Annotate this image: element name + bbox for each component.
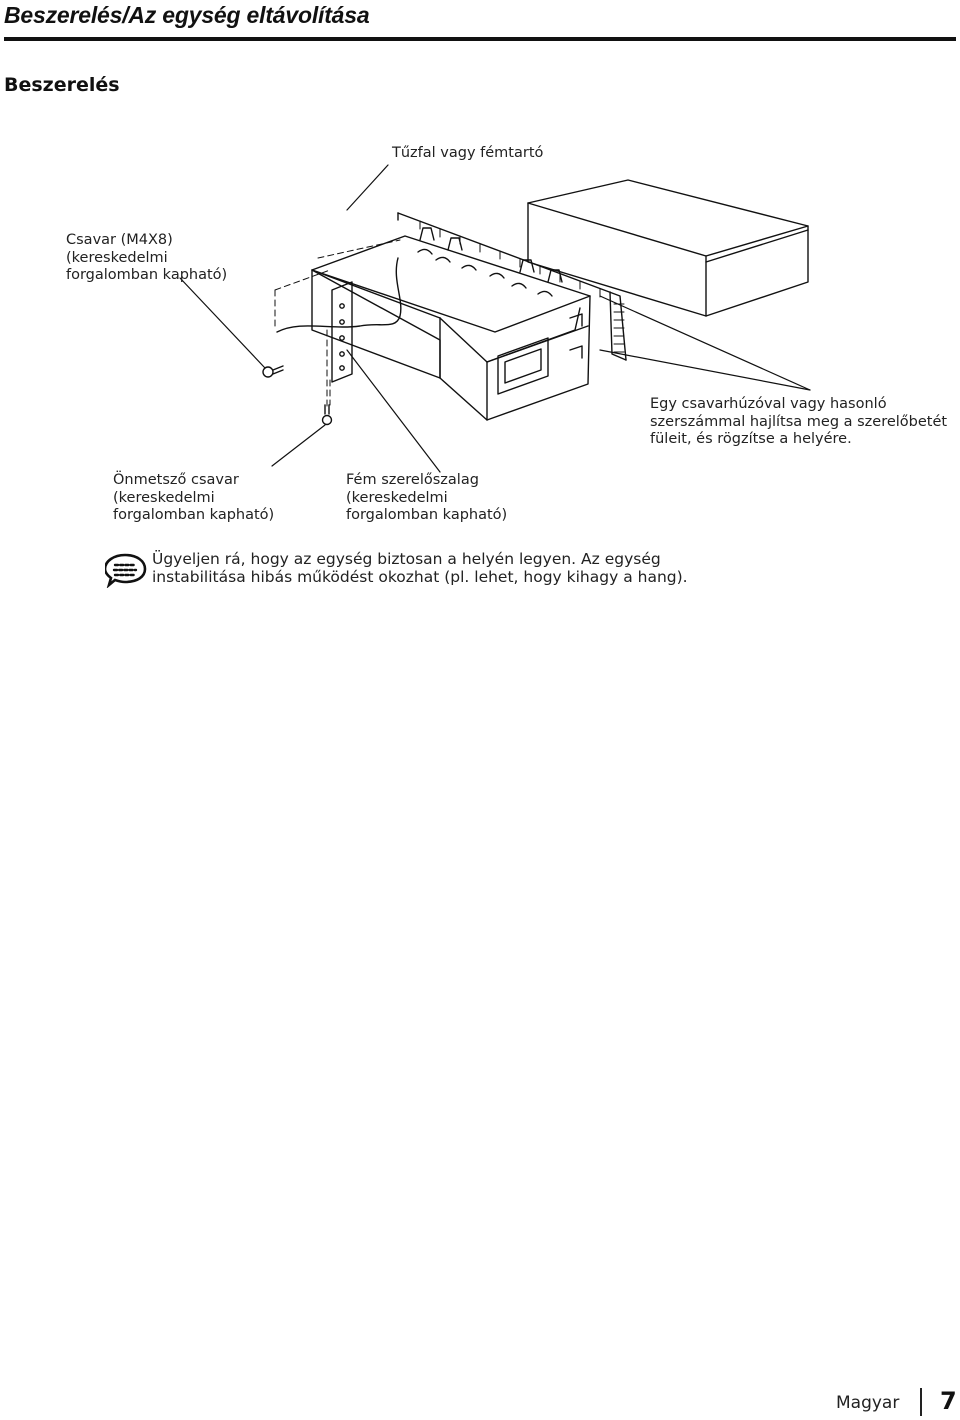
page-number: 7 [940, 1387, 957, 1415]
label-self-tapping-line: forgalomban kapható) [113, 507, 275, 523]
label-strap-line: forgalomban kapható) [346, 507, 508, 523]
footer-separator [920, 1388, 922, 1416]
section-heading: Beszerelés [4, 74, 120, 96]
screw-m4x8 [263, 366, 283, 377]
label-self-tapping-screw [113, 472, 274, 525]
label-screw [66, 232, 227, 285]
mounting-sleeve [312, 228, 590, 420]
label-strap-line: (kereskedelmi [346, 489, 448, 506]
label-screw-line: forgalomban kapható) [66, 267, 228, 283]
label-screw-line: Csavar (M4X8) [66, 232, 173, 248]
cable [277, 258, 401, 332]
page-title: Beszerelés/Az egység eltávolítása [4, 2, 370, 28]
self-tapping-screw [323, 405, 332, 425]
label-screw-line: (kereskedelmi [66, 249, 168, 266]
footer-language: Magyar [836, 1393, 900, 1413]
note-speech-icon [105, 552, 147, 588]
metal-strap [332, 282, 352, 382]
label-tabs-line: Egy csavarhúzóval vagy hasonló [650, 396, 887, 412]
note-text [152, 550, 688, 586]
label-self-tapping-line: (kereskedelmi [113, 489, 215, 506]
label-tabs-line: szerszámmal hajlítsa meg a szerelőbetét [650, 413, 948, 430]
label-self-tapping-line: Önmetsző csavar [113, 472, 239, 488]
label-tabs [650, 396, 947, 449]
label-tabs-line: füleit, és rögzítse a helyére. [650, 431, 852, 447]
label-firewall: Tűzfal vagy fémtartó [392, 145, 544, 161]
label-metal-strap [346, 472, 507, 525]
label-strap-line: Fém szerelőszalag [346, 472, 479, 488]
radio-unit [528, 180, 808, 316]
note-line: Ügyeljen rá, hogy az egység biztosan a helyén legyen. Az egység [152, 550, 661, 568]
note-line: instabilitása hibás működést okozhat (pl. lehet, hogy kihagy a hang). [152, 568, 688, 586]
